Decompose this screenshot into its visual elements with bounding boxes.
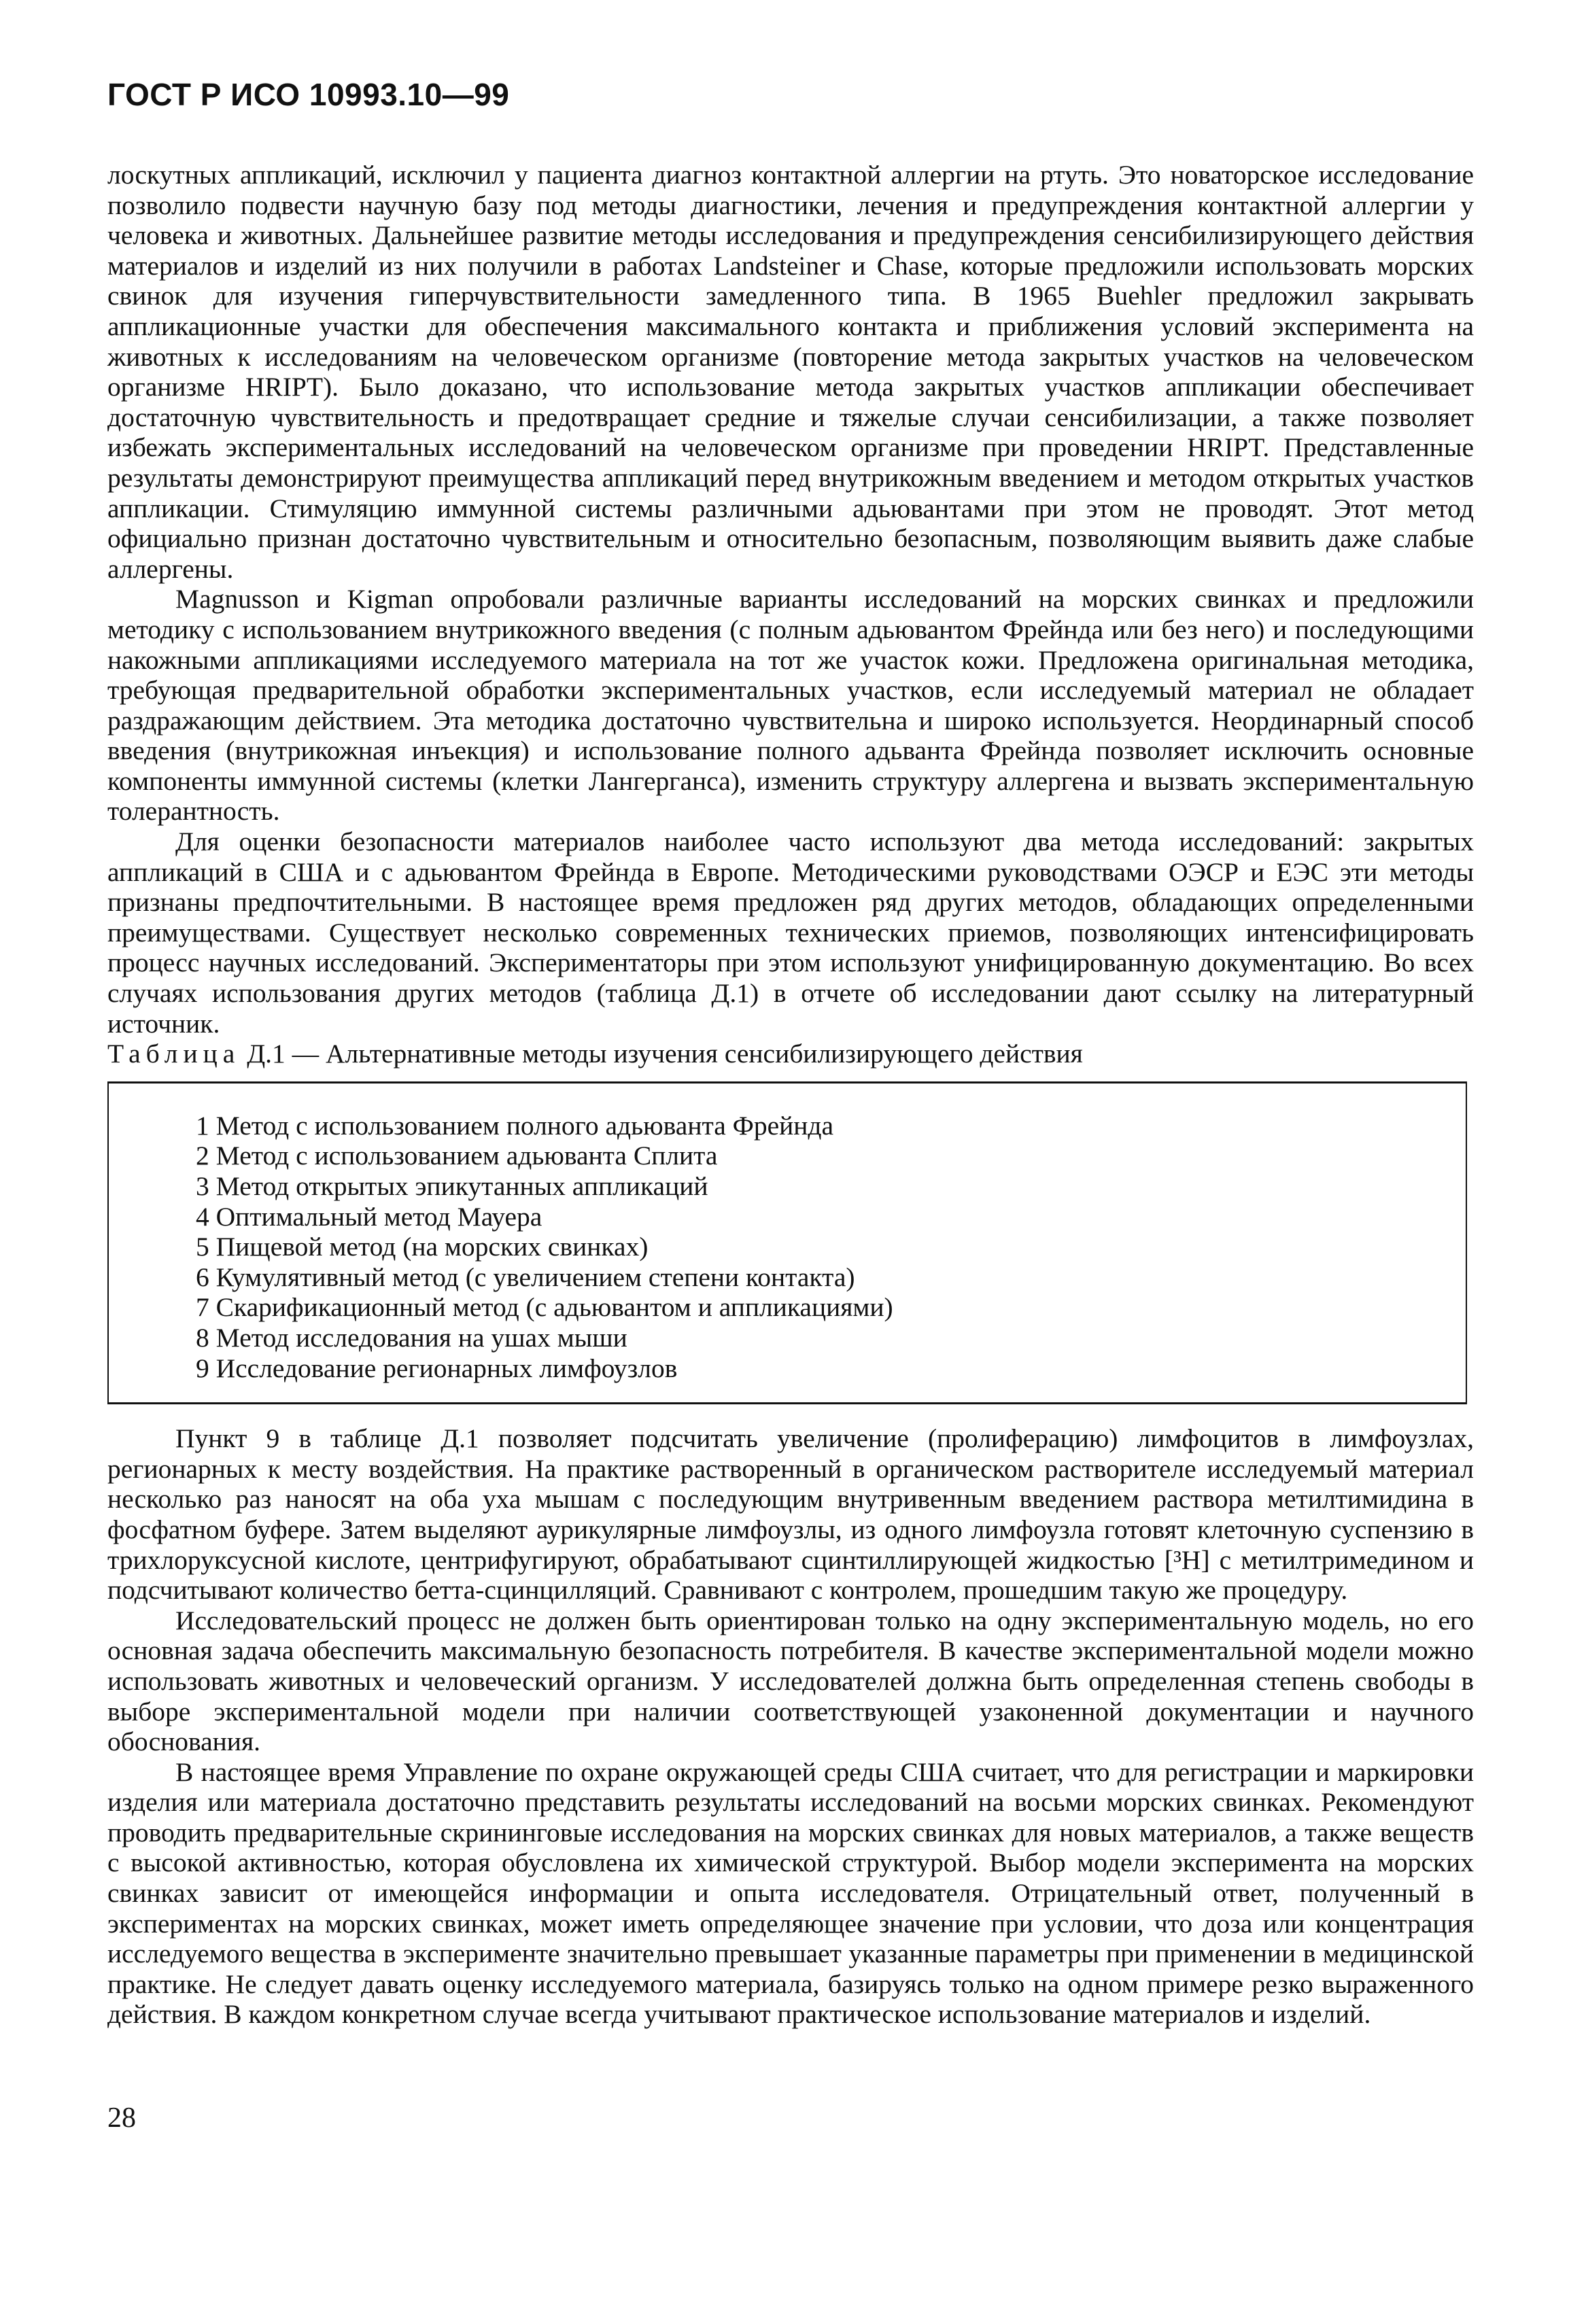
table-item: 6 Кумулятивный метод (с увеличением степени контакта)	[196, 1262, 855, 1292]
paragraph-4: Пункт 9 в таблице Д.1 позволяет подсчитать увеличение (пролиферацию) лимфоцитов в лимфоузлах, регионарных к месту воздействия. На практике растворенный в органическом растворителе исследуемый материал несколько раз наносят на оба уха мышам с последующим внутривенным введением раствора метилтимидина в фосфатном буфере. Затем выделяют аурикулярные лимфоузлы, из одного лимфоузла готовят клеточную суспензию в трихлоруксусной кислоте, центрифугируют, обрабатывают сцинтиллирующей жидкостью [³H] с метилтримедином и подсчитывают количество бетта-сцинцилляций. Сравнивают с контролем, прошедшим такую же процедуру.	[107, 1423, 1474, 1606]
table-caption-text: Д.1 — Альтернативные методы изучения сенсибилизирующего действия	[240, 1039, 1083, 1069]
document-body	[107, 160, 1474, 2030]
paragraph-2: Magnusson и Kigman опробовали различные варианты исследований на морских свинках и предложили методику с использованием внутрикожного введения (с полным адьювантом Фрейнда или без него) и последующими накожными аппликациями исследуемого материала на тот же участок кожи. Предложена оригинальная методика, требующая предварительной обработки экспериментальных участков, если исследуемый материал не обладает раздражающим действием. Эта методика достаточно чувствительна и широко используется. Неординарный способ введения (внутрикожная инъекция) и использование полного адьванта Фрейнда позволяет исключить основные компоненты иммунной системы (клетки Лангерганса), изменить структуру аллергена и вызвать экспериментальную толерантность.	[107, 584, 1474, 827]
standard-header: ГОСТ Р ИСО 10993.10—99	[107, 77, 510, 112]
table-item: 4 Оптимальный метод Мауера	[196, 1201, 542, 1232]
table-item: 8 Метод исследования на ушах мыши	[196, 1322, 627, 1353]
table-item: 3 Метод открытых эпикутанных аппликаций	[196, 1171, 708, 1201]
table-item: 5 Пищевой метод (на морских свинках)	[196, 1232, 649, 1262]
table-item: 7 Скарификационный метод (с адьювантом и аппликациями)	[196, 1292, 893, 1323]
paragraph-3: Для оценки безопасности материалов наиболее часто используют два метода исследований: закрытых аппликаций в США и с адьювантом Фрейнда в Европе. Методическими руководствами ОЭСР и ЕЭС эти методы признаны предпочтительными. В настоящее время предложен ряд других методов, обладающих определенными преимуществами. Существует несколько современных технических приемов, позволяющих интенсифицировать процесс научных исследований. Экспериментаторы при этом используют унифицированную документацию. Во всех случаях использования других методов (таблица Д.1) в отчете об исследовании дают ссылку на литературный источник.	[107, 827, 1474, 1039]
table-item: 2 Метод с использованием адьюванта Сплита	[196, 1141, 718, 1171]
methods-list	[109, 1111, 1466, 1383]
paragraph-6: В настоящее время Управление по охране окружающей среды США считает, что для регистрации и маркировки изделия или материала достаточно представить результаты исследований на восьми морских свинках. Рекомендуют проводить предварительные скрининговые исследования на морских свинках для новых материалов, а также веществ с высокой активностью, которая обусловлена их химической структурой. Выбор модели эксперимента на морских свинках зависит от имеющейся информации и опыта исследователя. Отрицательный ответ, полученный в экспериментах на морских свинках, может иметь определяющее значение при условии, что доза или концентрация исследуемого вещества в эксперименте значительно превышает указанные параметры при применении в медицинской практике. Не следует давать оценку исследуемого материала, базируясь только на одном примере резко выраженного действия. В каждом конкретном случае всегда учитывают практическое использование материалов и изделий.	[107, 1756, 1474, 2030]
paragraph-1: лоскутных аппликаций, исключил у пациента диагноз контактной аллергии на ртуть. Это новаторское исследование позволило подвести научную базу под методы диагностики, лечения и предупреждения контактной аллергии у человека и животных. Дальнейшее развитие методы исследования и предупреждения сенсибилизирующего действия материалов и изделий из них получили в работах Landsteiner и Chase, которые предложили использовать морских свинок для изучения гиперчувствительности замедленного типа. В 1965 Buehler предложил закрывать аппликационные участки для обеспечения максимального контакта и приближения условий эксперимента на животных к исследованиям на человеческом организме (повторение метода закрытых участков на человеческом организме HRIPT). Было доказано, что использование метода закрытых участков аппликации обеспечивает достаточную чувствительность и предотвращает средние и тяжелые случаи сенсибилизации, а также позволяет избежать экспериментальных исследований на человеческом организме при проведении HRIPT. Представленные результаты демонстрируют преимущества аппликаций перед внутрикожным введением и методом открытых участков аппликации. Стимуляцию иммунной системы различными адьювантами при этом не проводят. Этот метод официально признан достаточно чувствительным и относительно безопасным, позволяющим выявить даже слабые аллергены.	[107, 160, 1474, 584]
page-number: 28	[107, 2102, 136, 2134]
table-item: 9 Исследование регионарных лимфоузлов	[196, 1353, 678, 1383]
table-item: 1 Метод с использованием полного адьюванта Фрейнда	[196, 1110, 834, 1141]
table-caption-label: Таблица	[107, 1039, 241, 1069]
table-caption	[107, 1039, 1474, 1069]
paragraph-5: Исследовательский процесс не должен быть ориентирован только на одну экспериментальную модель, но его основная задача обеспечить максимальную безопасность потребителя. В качестве экспериментальной модели можно использовать животных и человеческий организм. У исследователей должна быть определенная степень свободы в выборе экспериментальной модели при наличии соответствующей узаконенной документации и научного обоснования.	[107, 1605, 1474, 1757]
methods-table	[107, 1081, 1467, 1404]
